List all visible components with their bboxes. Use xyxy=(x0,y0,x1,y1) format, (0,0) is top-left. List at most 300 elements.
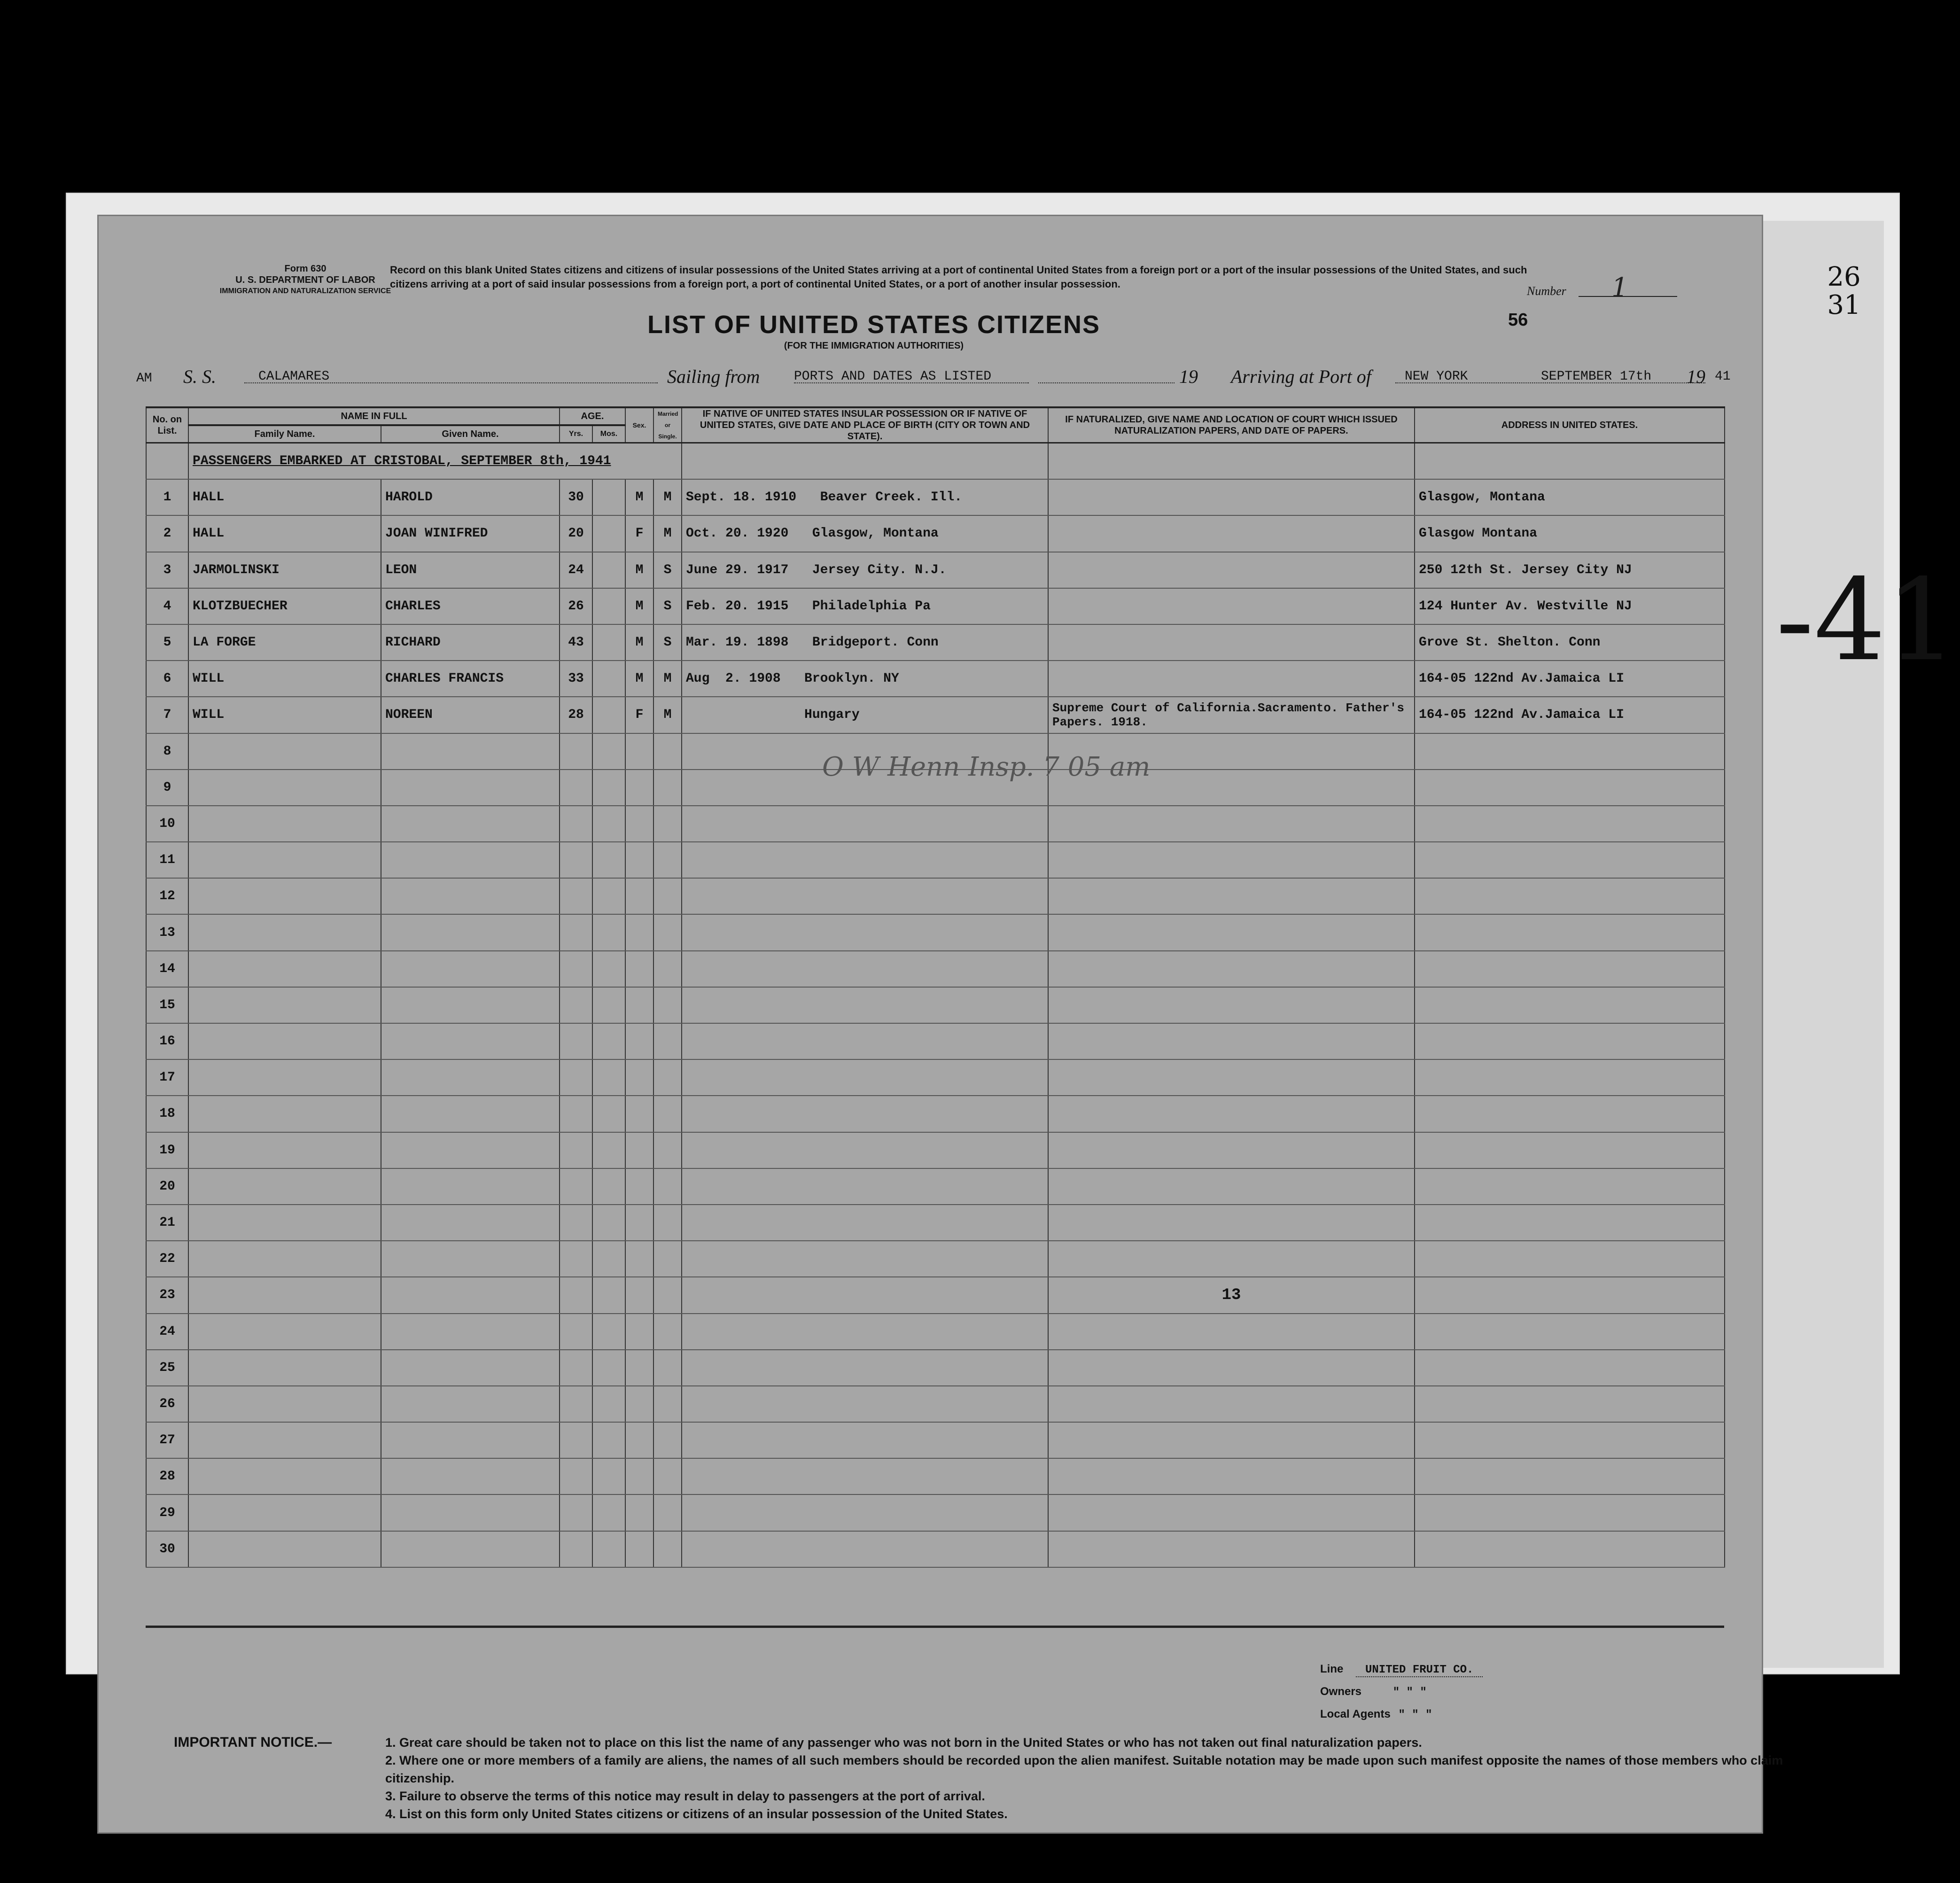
birth-cell xyxy=(682,1386,1048,1422)
row-number: 5 xyxy=(146,624,188,661)
table-row xyxy=(146,914,1725,950)
family-name-cell xyxy=(188,1458,381,1494)
age-months-cell xyxy=(592,914,625,950)
address-cell xyxy=(1415,1422,1725,1458)
notice-item-4: 4. List on this form only United States citizens or citizens of an insular possession of the United States. xyxy=(385,1807,1008,1821)
table-row xyxy=(146,1494,1725,1531)
address-cell xyxy=(1415,1023,1725,1059)
birth-cell: Mar. 19. 1898 Bridgeport. Conn xyxy=(682,624,1048,661)
naturalization-cell xyxy=(1048,1422,1415,1458)
naturalization-cell xyxy=(1048,1241,1415,1277)
sex-cell: M xyxy=(625,552,653,588)
naturalization-cell xyxy=(1048,878,1415,914)
age-months-cell xyxy=(592,733,625,770)
age-months-cell xyxy=(592,1386,625,1422)
birth-cell xyxy=(682,1494,1048,1531)
family-name-cell xyxy=(188,770,381,806)
sex-cell xyxy=(625,1458,653,1494)
age-months-cell xyxy=(592,842,625,878)
row-number: 28 xyxy=(146,1458,188,1494)
naturalization-cell: 13 xyxy=(1048,1277,1415,1313)
marital-status-cell xyxy=(653,1059,682,1096)
birth-cell xyxy=(682,1059,1048,1096)
given-name-cell xyxy=(381,1386,560,1422)
age-months-cell xyxy=(592,697,625,733)
age-years-cell: 28 xyxy=(560,697,592,733)
marital-status-cell xyxy=(653,1494,682,1531)
page-title: LIST OF UNITED STATES CITIZENS xyxy=(647,311,1100,339)
row-number: 3 xyxy=(146,552,188,588)
marital-status-cell xyxy=(653,770,682,806)
sailing-label: Sailing from xyxy=(667,366,760,387)
age-months-cell xyxy=(592,661,625,697)
table-row xyxy=(146,842,1725,878)
naturalization-cell xyxy=(1048,1350,1415,1386)
birth-cell: Aug 2. 1908 Brooklyn. NY xyxy=(682,661,1048,697)
age-months-cell xyxy=(592,1350,625,1386)
table-row xyxy=(146,552,1725,588)
address-cell xyxy=(1415,1168,1725,1205)
address-cell xyxy=(1415,806,1725,842)
address-cell: Glasgow, Montana xyxy=(1415,479,1725,515)
marital-status-cell: S xyxy=(653,552,682,588)
family-name-cell xyxy=(188,1096,381,1132)
given-name-cell: NOREEN xyxy=(381,697,560,733)
age-months-cell xyxy=(592,951,625,987)
row-number: 2 xyxy=(146,515,188,552)
arrival-date: SEPTEMBER 17th xyxy=(1541,369,1652,384)
age-years-cell: 30 xyxy=(560,479,592,515)
birth-cell xyxy=(682,878,1048,914)
birth-cell xyxy=(682,1458,1048,1494)
given-name-cell xyxy=(381,987,560,1023)
age-years-cell xyxy=(560,1168,592,1205)
marital-status-cell xyxy=(653,1168,682,1205)
row-number: 18 xyxy=(146,1096,188,1132)
line-label: Line xyxy=(1320,1663,1344,1675)
notice-heading: IMPORTANT NOTICE.— xyxy=(174,1735,332,1750)
arrival-year-suffix: 41 xyxy=(1715,369,1731,384)
col-age: AGE. xyxy=(560,407,625,425)
family-name-cell xyxy=(188,1205,381,1241)
age-years-cell xyxy=(560,951,592,987)
marital-status-cell xyxy=(653,1023,682,1059)
age-months-cell xyxy=(592,1531,625,1567)
sex-cell xyxy=(625,987,653,1023)
row-number: 17 xyxy=(146,1059,188,1096)
age-years-cell xyxy=(560,1132,592,1168)
row-number: 6 xyxy=(146,661,188,697)
naturalization-cell xyxy=(1048,661,1415,697)
naturalization-cell xyxy=(1048,588,1415,624)
table-row xyxy=(146,1205,1725,1241)
age-months-cell xyxy=(592,588,625,624)
family-name-cell xyxy=(188,914,381,950)
owners-value: " " " xyxy=(1392,1686,1427,1699)
age-months-cell xyxy=(592,552,625,588)
arriving-label: Arriving at Port of xyxy=(1231,366,1371,387)
voyage-line xyxy=(136,362,1731,390)
family-name-cell xyxy=(188,1350,381,1386)
address-cell xyxy=(1415,1531,1725,1567)
age-years-cell xyxy=(560,1241,592,1277)
family-name-cell xyxy=(188,878,381,914)
family-name-cell: HALL xyxy=(188,515,381,552)
row-number: 25 xyxy=(146,1350,188,1386)
form-number: Form 630 xyxy=(284,264,327,274)
marital-status-cell xyxy=(653,1132,682,1168)
given-name-cell xyxy=(381,733,560,770)
row-number: 12 xyxy=(146,878,188,914)
col-sex: Sex. xyxy=(625,407,653,443)
age-months-cell xyxy=(592,1023,625,1059)
col-yrs: Yrs. xyxy=(560,425,592,443)
age-months-cell xyxy=(592,1096,625,1132)
table-row xyxy=(146,697,1725,733)
birth-cell xyxy=(682,1314,1048,1350)
table-row xyxy=(146,1458,1725,1494)
row-number: 29 xyxy=(146,1494,188,1531)
given-name-cell: HAROLD xyxy=(381,479,560,515)
sailing-from: PORTS AND DATES AS LISTED xyxy=(794,369,992,384)
table-row xyxy=(146,1422,1725,1458)
embarked-row xyxy=(146,443,1725,480)
family-name-cell xyxy=(188,951,381,987)
given-name-cell: JOAN WINIFRED xyxy=(381,515,560,552)
sex-cell xyxy=(625,1277,653,1313)
row-number: 7 xyxy=(146,697,188,733)
given-name-cell xyxy=(381,1241,560,1277)
address-cell: 250 12th St. Jersey City NJ xyxy=(1415,552,1725,588)
age-years-cell: 24 xyxy=(560,552,592,588)
sex-cell xyxy=(625,1168,653,1205)
age-years-cell xyxy=(560,1277,592,1313)
sex-cell: M xyxy=(625,479,653,515)
address-cell xyxy=(1415,1494,1725,1531)
age-years-cell xyxy=(560,1059,592,1096)
naturalization-cell xyxy=(1048,1458,1415,1494)
age-months-cell xyxy=(592,479,625,515)
number-label: Number xyxy=(1527,284,1566,298)
birth-cell xyxy=(682,1277,1048,1313)
sex-cell: F xyxy=(625,697,653,733)
table-row xyxy=(146,1350,1725,1386)
agents-label: Local Agents xyxy=(1320,1708,1391,1720)
sex-cell xyxy=(625,1059,653,1096)
birth-cell xyxy=(682,1132,1048,1168)
naturalization-cell xyxy=(1048,1168,1415,1205)
age-years-cell xyxy=(560,1531,592,1567)
family-name-cell xyxy=(188,1277,381,1313)
manifest-page xyxy=(99,216,1783,1832)
family-name-cell: WILL xyxy=(188,661,381,697)
address-cell: 164-05 122nd Av.Jamaica LI xyxy=(1415,661,1725,697)
age-months-cell xyxy=(592,1168,625,1205)
age-years-cell xyxy=(560,1350,592,1386)
given-name-cell xyxy=(381,951,560,987)
birth-cell: Sept. 18. 1910 Beaver Creek. Ill. xyxy=(682,479,1048,515)
col-given-name: Given Name. xyxy=(381,425,560,443)
row-number: 1 xyxy=(146,479,188,515)
sex-cell xyxy=(625,1350,653,1386)
naturalization-cell xyxy=(1048,1132,1415,1168)
sex-cell xyxy=(625,842,653,878)
row-number: 26 xyxy=(146,1386,188,1422)
birth-cell xyxy=(682,842,1048,878)
age-months-cell xyxy=(592,1059,625,1096)
marital-status-cell xyxy=(653,1386,682,1422)
row-number: 9 xyxy=(146,770,188,806)
given-name-cell xyxy=(381,806,560,842)
birth-cell xyxy=(682,1531,1048,1567)
family-name-cell: WILL xyxy=(188,697,381,733)
age-months-cell xyxy=(592,1314,625,1350)
marital-status-cell xyxy=(653,914,682,950)
marital-status-cell xyxy=(653,878,682,914)
col-mos: Mos. xyxy=(592,425,625,443)
given-name-cell xyxy=(381,1132,560,1168)
address-cell xyxy=(1415,1277,1725,1313)
given-name-cell xyxy=(381,914,560,950)
col-no: No. on List. xyxy=(146,407,188,443)
col-native: IF NATIVE OF UNITED STATES INSULAR POSSESSION OR IF NATIVE OF UNITED STATES, GIVE DATE AND PLACE OF BIRTH (CITY OR TOWN AND STATE). xyxy=(682,407,1048,443)
table-row xyxy=(146,1314,1725,1350)
ship-name: CALAMARES xyxy=(258,369,330,384)
family-name-cell xyxy=(188,1386,381,1422)
age-months-cell xyxy=(592,1132,625,1168)
row-number: 13 xyxy=(146,914,188,950)
age-years-cell xyxy=(560,914,592,950)
sex-cell xyxy=(625,733,653,770)
given-name-cell xyxy=(381,878,560,914)
inspector-signature: O W Henn Insp. 7 05 am xyxy=(822,752,1151,782)
age-months-cell xyxy=(592,878,625,914)
am-prefix: AM xyxy=(136,371,152,386)
row-number: 27 xyxy=(146,1422,188,1458)
header-row-1 xyxy=(146,407,1725,425)
birth-cell xyxy=(682,806,1048,842)
age-years-cell xyxy=(560,733,592,770)
marital-status-cell xyxy=(653,1205,682,1241)
address-cell xyxy=(1415,842,1725,878)
marital-status-cell xyxy=(653,987,682,1023)
page-subtitle: (FOR THE IMMIGRATION AUTHORITIES) xyxy=(784,341,964,351)
row-number: 21 xyxy=(146,1205,188,1241)
age-years-cell xyxy=(560,1096,592,1132)
age-months-cell xyxy=(592,1205,625,1241)
age-years-cell xyxy=(560,1205,592,1241)
birth-cell: Oct. 20. 1920 Glasgow, Montana xyxy=(682,515,1048,552)
naturalization-cell xyxy=(1048,1386,1415,1422)
given-name-cell xyxy=(381,1422,560,1458)
given-name-cell xyxy=(381,1205,560,1241)
marital-status-cell xyxy=(653,1350,682,1386)
given-name-cell xyxy=(381,1096,560,1132)
age-months-cell xyxy=(592,987,625,1023)
birth-cell: Hungary xyxy=(682,697,1048,733)
address-cell xyxy=(1415,987,1725,1023)
row-number: 8 xyxy=(146,733,188,770)
age-years-cell: 26 xyxy=(560,588,592,624)
col-family-name: Family Name. xyxy=(188,425,381,443)
age-months-cell xyxy=(592,806,625,842)
marital-status-cell xyxy=(653,1458,682,1494)
naturalization-cell xyxy=(1048,1314,1415,1350)
notice-item-2: 2. Where one or more members of a family are aliens, the names of all such members should be recorded upon the alien manifest. Suitable notation may be made upon such manifest opposite the names of those members who claim citizenship. xyxy=(385,1753,1783,1785)
sex-cell xyxy=(625,878,653,914)
row-number: 16 xyxy=(146,1023,188,1059)
naturalization-cell xyxy=(1048,842,1415,878)
family-name-cell: JARMOLINSKI xyxy=(188,552,381,588)
naturalization-cell xyxy=(1048,479,1415,515)
row-number: 23 xyxy=(146,1277,188,1313)
marital-status-cell xyxy=(653,1277,682,1313)
birth-cell xyxy=(682,1241,1048,1277)
naturalization-cell xyxy=(1048,951,1415,987)
table-row xyxy=(146,987,1725,1023)
given-name-cell xyxy=(381,770,560,806)
age-months-cell xyxy=(592,1241,625,1277)
row-number: 10 xyxy=(146,806,188,842)
table-row xyxy=(146,1023,1725,1059)
naturalization-cell xyxy=(1048,987,1415,1023)
family-name-cell xyxy=(188,987,381,1023)
col-naturalized: IF NATURALIZED, GIVE NAME AND LOCATION OF COURT WHICH ISSUED NATURALIZATION PAPERS, AND DATE OF PAPERS. xyxy=(1048,407,1415,443)
family-name-cell xyxy=(188,1023,381,1059)
age-years-cell: 33 xyxy=(560,661,592,697)
age-years-cell xyxy=(560,1422,592,1458)
row-number: 14 xyxy=(146,951,188,987)
family-name-cell xyxy=(188,1132,381,1168)
given-name-cell xyxy=(381,1494,560,1531)
address-cell xyxy=(1415,1350,1725,1386)
address-cell xyxy=(1415,1458,1725,1494)
birth-cell: June 29. 1917 Jersey City. N.J. xyxy=(682,552,1048,588)
age-years-cell xyxy=(560,1314,592,1350)
sex-cell xyxy=(625,914,653,950)
age-years-cell xyxy=(560,1023,592,1059)
given-name-cell xyxy=(381,1314,560,1350)
table-row xyxy=(146,1096,1725,1132)
sex-cell xyxy=(625,1386,653,1422)
address-cell xyxy=(1415,1241,1725,1277)
age-years-cell xyxy=(560,1386,592,1422)
row-number: 24 xyxy=(146,1314,188,1350)
birth-cell xyxy=(682,987,1048,1023)
naturalization-cell xyxy=(1048,1023,1415,1059)
table-row xyxy=(146,624,1725,661)
marital-status-cell xyxy=(653,1531,682,1567)
sex-cell xyxy=(625,951,653,987)
address-cell xyxy=(1415,878,1725,914)
family-name-cell xyxy=(188,1531,381,1567)
address-cell: 124 Hunter Av. Westville NJ xyxy=(1415,588,1725,624)
age-years-cell xyxy=(560,1494,592,1531)
birth-cell xyxy=(682,1422,1048,1458)
table-row xyxy=(146,806,1725,842)
footer-rule xyxy=(146,1626,1724,1628)
col-married-single: Married or Single. xyxy=(653,407,682,443)
sex-cell xyxy=(625,1494,653,1531)
col-name-in-full: NAME IN FULL xyxy=(188,407,560,425)
family-name-cell: HALL xyxy=(188,479,381,515)
sex-cell: F xyxy=(625,515,653,552)
family-name-cell xyxy=(188,1422,381,1458)
sex-cell xyxy=(625,1132,653,1168)
address-cell xyxy=(1415,1059,1725,1096)
age-months-cell xyxy=(592,1458,625,1494)
table-row xyxy=(146,1059,1725,1096)
table-row xyxy=(146,1168,1725,1205)
passenger-table xyxy=(146,406,1725,1568)
row-number: 30 xyxy=(146,1531,188,1567)
given-name-cell xyxy=(381,842,560,878)
family-name-cell xyxy=(188,1241,381,1277)
year-prefix: 19 xyxy=(1179,366,1198,387)
naturalization-cell xyxy=(1048,624,1415,661)
address-cell xyxy=(1415,951,1725,987)
naturalization-cell xyxy=(1048,552,1415,588)
department-name: U. S. DEPARTMENT OF LABOR xyxy=(235,275,375,285)
line-owners-block xyxy=(1320,1658,1483,1726)
corner-annotation: 26 31 xyxy=(1827,262,1861,320)
given-name-cell xyxy=(381,1531,560,1567)
address-cell xyxy=(1415,1096,1725,1132)
sex-cell: M xyxy=(625,588,653,624)
naturalization-cell: Supreme Court of California.Sacramento. Father's Papers. 1918. xyxy=(1048,697,1415,733)
naturalization-cell xyxy=(1048,914,1415,950)
age-years-cell xyxy=(560,1458,592,1494)
naturalization-cell xyxy=(1048,515,1415,552)
sex-cell xyxy=(625,1205,653,1241)
table-row xyxy=(146,588,1725,624)
table-row xyxy=(146,1132,1725,1168)
given-name-cell: LEON xyxy=(381,552,560,588)
arrival-port: NEW YORK xyxy=(1405,369,1468,384)
address-cell xyxy=(1415,1132,1725,1168)
marital-status-cell xyxy=(653,733,682,770)
birth-cell xyxy=(682,1023,1048,1059)
marital-status-cell xyxy=(653,1422,682,1458)
owners-label: Owners xyxy=(1320,1685,1362,1698)
table-row xyxy=(146,1386,1725,1422)
address-cell xyxy=(1415,1205,1725,1241)
line-value: UNITED FRUIT CO. xyxy=(1356,1664,1483,1677)
address-cell xyxy=(1415,1314,1725,1350)
given-name-cell xyxy=(381,1458,560,1494)
embarked-note: PASSENGERS EMBARKED AT CRISTOBAL, SEPTEMBER 8th, 1941 xyxy=(188,443,682,480)
sex-cell xyxy=(625,1241,653,1277)
family-name-cell: KLOTZBUECHER xyxy=(188,588,381,624)
age-months-cell xyxy=(592,1422,625,1458)
naturalization-cell xyxy=(1048,1059,1415,1096)
naturalization-cell xyxy=(1048,1494,1415,1531)
birth-cell xyxy=(682,914,1048,950)
row-number: 11 xyxy=(146,842,188,878)
family-name-cell xyxy=(188,1494,381,1531)
table-row xyxy=(146,1241,1725,1277)
marital-status-cell: M xyxy=(653,697,682,733)
table-row xyxy=(146,878,1725,914)
sex-cell: M xyxy=(625,661,653,697)
family-name-cell xyxy=(188,842,381,878)
sex-cell: M xyxy=(625,624,653,661)
margin-annotation: -41 xyxy=(1776,554,1958,686)
age-months-cell xyxy=(592,624,625,661)
given-name-cell: RICHARD xyxy=(381,624,560,661)
marital-status-cell xyxy=(653,1096,682,1132)
table-row xyxy=(146,661,1725,697)
